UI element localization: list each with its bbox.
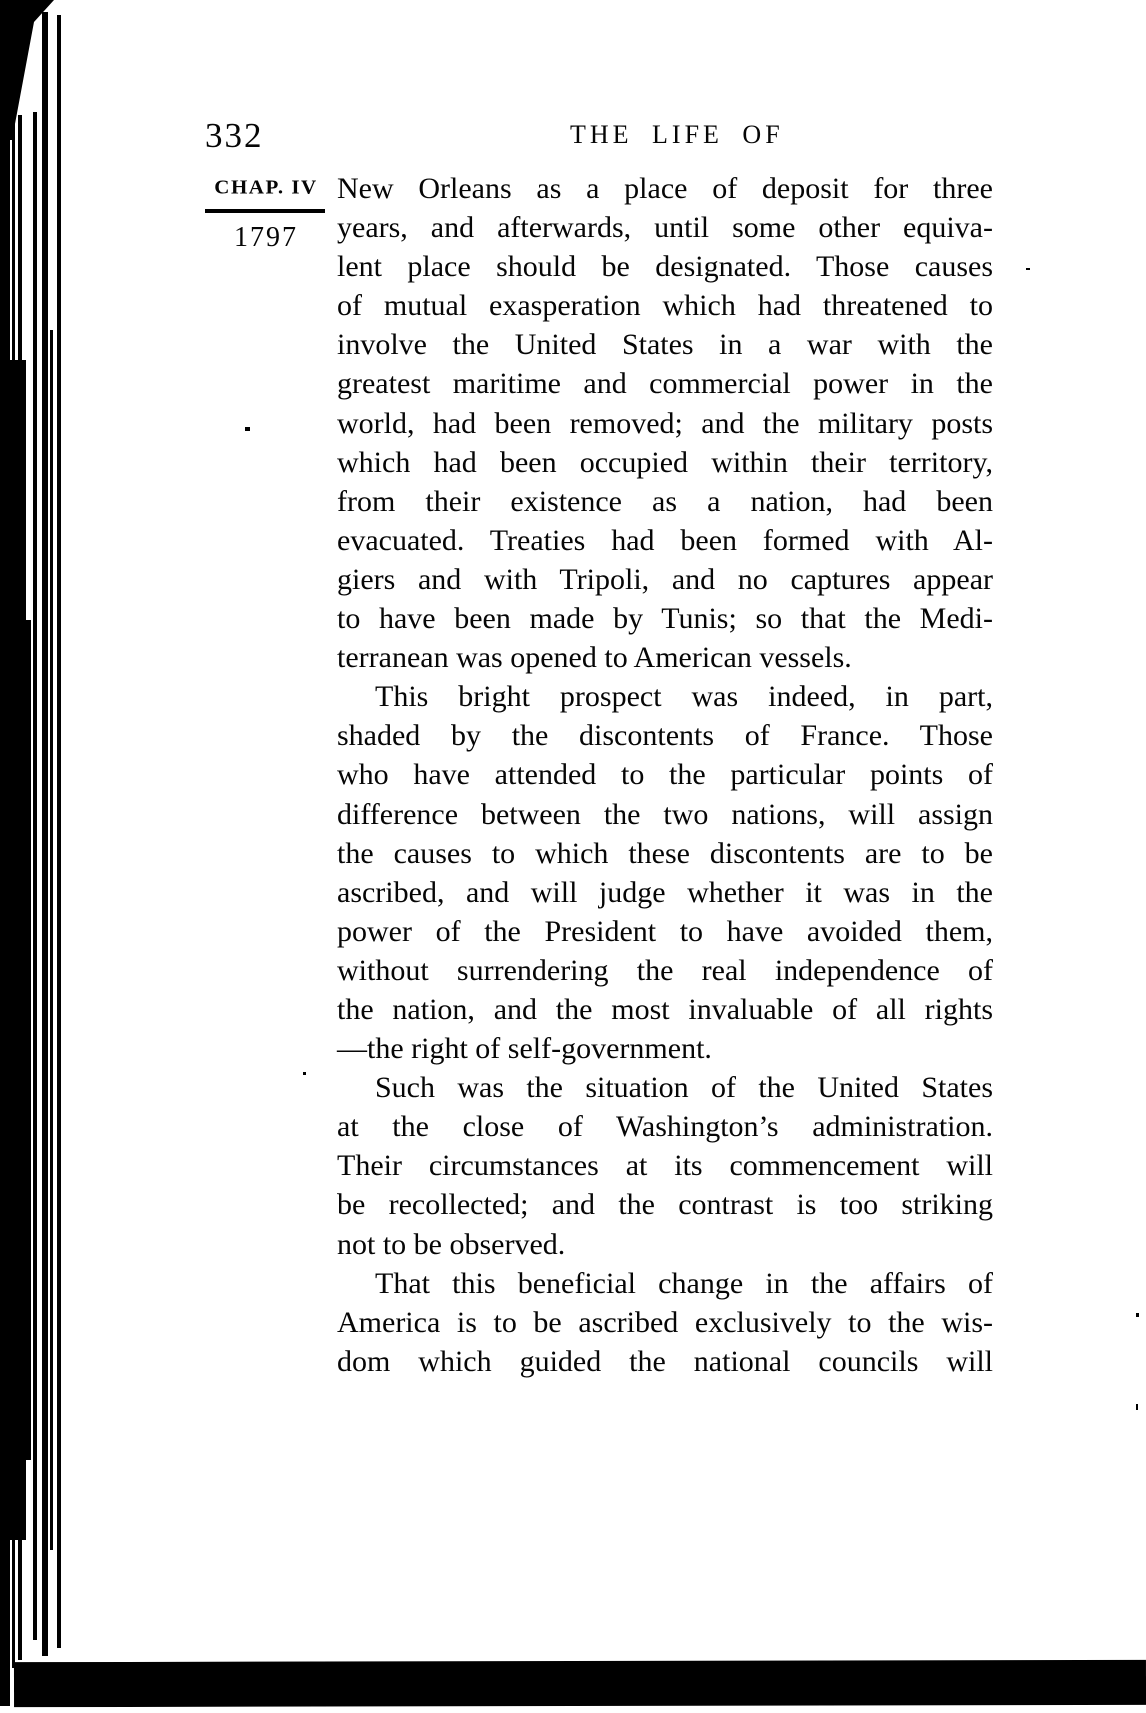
text-line: New Orleans as a place of deposit for three	[337, 172, 993, 205]
text-line: That this beneficial change in the affairs of	[375, 1266, 993, 1300]
margin-notes	[205, 177, 327, 252]
text-line: to have been made by Tunis; so that the Medi-	[337, 602, 993, 636]
text-line: at the close of Washington’s administration.	[337, 1110, 993, 1144]
text-line: from their existence as a nation, had been	[337, 484, 993, 518]
text-line: without surrendering the real independence of	[337, 953, 993, 987]
paragraph	[337, 677, 993, 1068]
text-line: who have attended to the particular points of	[337, 758, 993, 792]
text-line: lent place should be designated. Those causes	[337, 250, 993, 284]
chapter-label: CHAP. IV	[214, 175, 318, 199]
paragraph	[337, 169, 993, 677]
text-line: be recollected; and the contrast is too striking	[337, 1188, 993, 1222]
text-line: which had been occupied within their territory,	[337, 445, 993, 479]
running-head: THE LIFE OF	[570, 120, 784, 149]
text-line: the causes to which these discontents are to be	[337, 836, 993, 870]
scan-bottom-bar-artifact	[14, 1660, 1146, 1707]
text-line: giers and with Tripoli, and no captures appear	[337, 562, 993, 596]
text-line: greatest maritime and commercial power in the	[337, 367, 993, 401]
text-line: difference between the two nations, will assign	[337, 797, 993, 831]
year-label: 1797	[234, 221, 298, 253]
text-line: evacuated. Treaties had been formed with Al-	[337, 523, 993, 557]
text-line: power of the President to have avoided them,	[337, 914, 993, 948]
text-line: This bright prospect was indeed, in part,	[375, 680, 993, 714]
text-line: dom which guided the national councils will	[337, 1344, 993, 1378]
text-line: terranean was opened to American vessels.	[337, 641, 852, 675]
body-text	[337, 169, 993, 1381]
text-line: not to be observed.	[337, 1227, 566, 1261]
scan-speck	[1026, 268, 1030, 270]
paragraph	[337, 1264, 993, 1381]
scan-speck	[1136, 1313, 1139, 1317]
page-number: 332	[205, 116, 264, 155]
text-line: ascribed, and will judge whether it was in the	[337, 875, 993, 909]
margin-rule	[205, 209, 325, 213]
text-line: —the right of self-government.	[337, 1032, 712, 1066]
text-line: Their circumstances at its commencement will	[337, 1149, 993, 1183]
text-line: years, and afterwards, until some other equiva-	[337, 211, 993, 245]
text-line: involve the United States in a war with the	[337, 328, 993, 362]
text-line: shaded by the discontents of France. Those	[337, 719, 993, 753]
text-line: the nation, and the most invaluable of all rights	[337, 992, 993, 1026]
text-line: world, had been removed; and the military posts	[337, 406, 993, 440]
scan-speck	[303, 1072, 306, 1075]
text-line: Such was the situation of the United States	[375, 1071, 993, 1105]
text-line: of mutual exasperation which had threatened to	[337, 289, 993, 323]
paragraph	[337, 1068, 993, 1263]
scan-speck	[1136, 1404, 1138, 1410]
scan-speck	[245, 427, 250, 431]
text-line: America is to be ascribed exclusively to the wis-	[337, 1305, 993, 1339]
